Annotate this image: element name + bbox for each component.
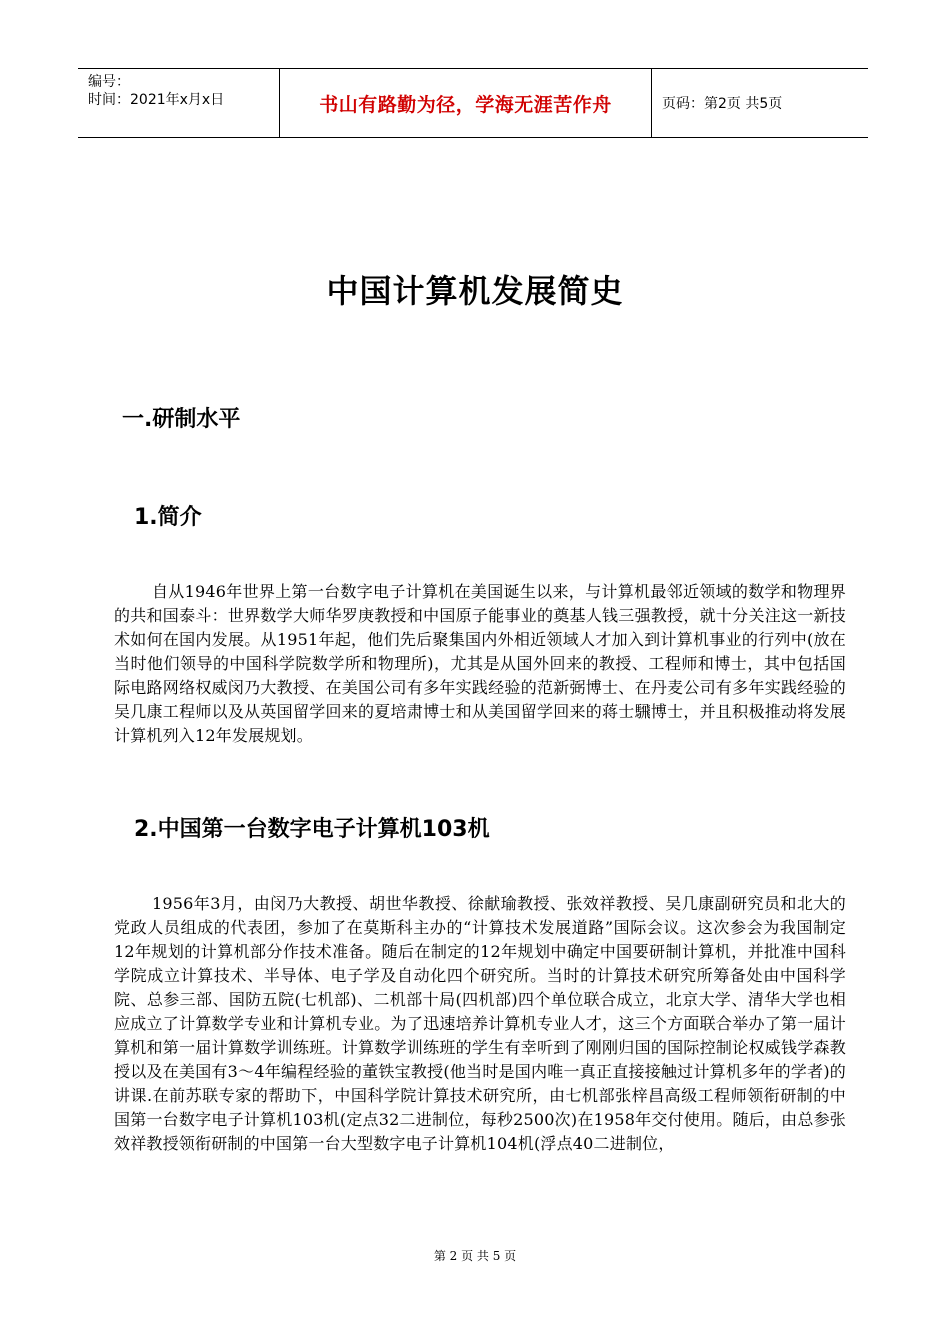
page-header	[78, 68, 868, 138]
section-heading: 一.研制水平	[122, 407, 241, 432]
document-title: 中国计算机发展简史	[326, 272, 624, 310]
page-footer: 第 2 页 共 5 页	[433, 1249, 517, 1263]
header-motto: 书山有路勤为径，学海无涯苦作舟	[280, 69, 652, 137]
subsection-heading-103: 2.中国第一台数字电子计算机103机	[134, 817, 490, 842]
header-page-info: 页码：第2页 共5页	[662, 96, 783, 112]
document-number-label: 编号：	[88, 74, 130, 90]
paragraph-intro: 自从1946年世界上第一台数字电子计算机在美国诞生以来，与计算机最邻近领域的数学和物理界的共和国泰斗：世界数学大师华罗庚教授和中国原子能事业的奠基人钱三强教授，就十分关注这一新技术如何在国内发展。从1951年起，他们先后聚集国内外相近领域人才加入到计算机事业的行列中(放在当时他们领导的中国科学院数学所和物理所)，尤其是从国外回来的教授、工程师和博士，其中包括国际电路网络权威闵乃大教授、在美国公司有多年实践经验的范新弼博士、在丹麦公司有多年实践经验的吴几康工程师以及从英国留学回来的夏培肃博士和从美国留学回来的蒋士騛博士，并且积极推动将发展计算机列入12年发展规划。	[114, 582, 846, 745]
document-time: 时间：2021年x月x日	[88, 92, 225, 108]
subsection-heading-intro: 1.简介	[134, 505, 202, 530]
header-meta	[78, 69, 280, 137]
paragraph-103: 1956年3月，由闵乃大教授、胡世华教授、徐献瑜教授、张效祥教授、吴几康副研究员和北大的党政人员组成的代表团，参加了在莫斯科主办的“计算技术发展道路”国际会议。这次参会为我国制定12年规划的计算机部分作技术准备。随后在制定的12年规划中确定中国要研制计算机，并批准中国科学院成立计算技术、半导体、电子学及自动化四个研究所。当时的计算技术研究所筹备处由中国科学院、总参三部、国防五院(七机部)、二机部十局(四机部)四个单位联合成立，北京大学、清华大学也相应成立了计算数学专业和计算机专业。为了迅速培养计算机专业人才，这三个方面联合举办了第一届计算机和第一届计算数学训练班。计算数学训练班的学生有幸听到了刚刚归国的国际控制论权威钱学森教授以及在美国有3～4年编程经验的董铁宝教授(他当时是国内唯一真正直接接触过计算机多年的学者)的讲课.在前苏联专家的帮助下，中国科学院计算技术研究所，由七机部张梓昌高级工程师领衔研制的中国第一台数字电子计算机103机(定点32二进制位，每秒2500次)在1958年交付使用。随后，由总参张效祥教授领衔研制的中国第一台大型数字电子计算机104机(浮点40二进制位，	[114, 894, 846, 1153]
